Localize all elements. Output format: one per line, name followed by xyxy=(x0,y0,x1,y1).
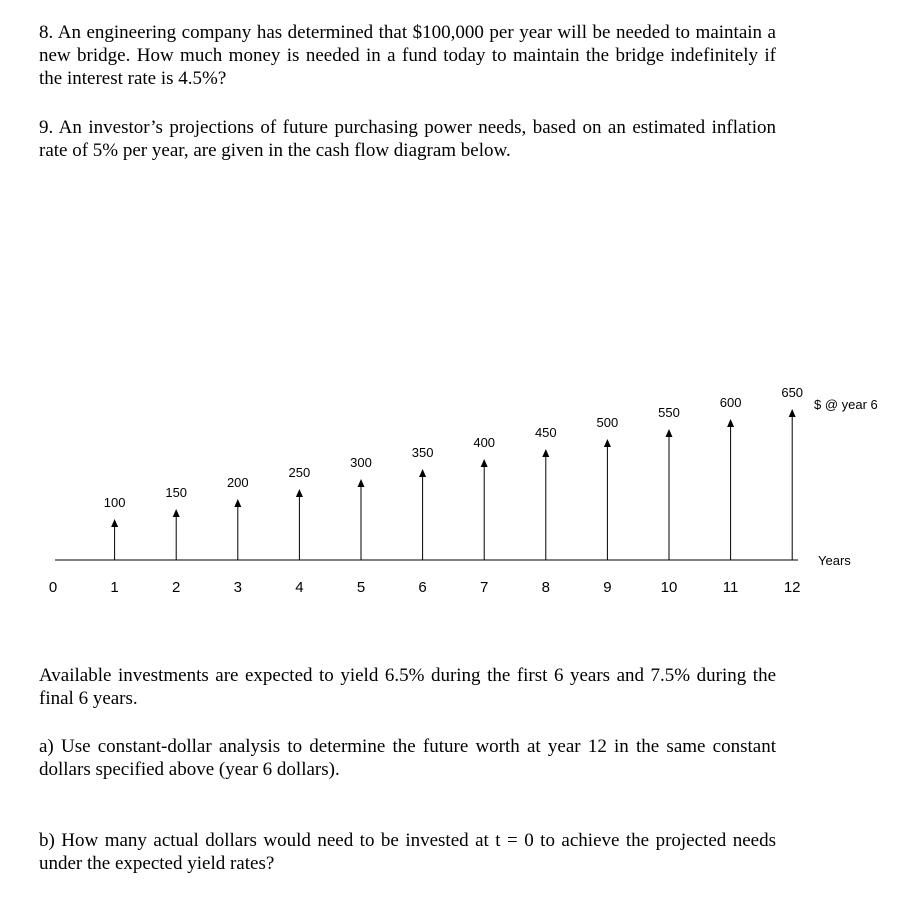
part-b-text: b) How many actual dollars would need to be invested at t = 0 to achieve the projected needs under the expected yield rates? xyxy=(39,830,776,874)
amount-label-11: 600 xyxy=(719,395,742,410)
cash-flow-diagram xyxy=(0,330,910,610)
arrow-head-12 xyxy=(789,409,796,417)
amount-label-3: 200 xyxy=(226,475,249,490)
arrow-head-9 xyxy=(604,439,611,447)
arrow-head-8 xyxy=(542,449,549,457)
year-tick-0: 0 xyxy=(48,579,58,596)
arrow-head-2 xyxy=(173,509,180,517)
investments-text: Available investments are expected to yield 6.5% during the first 6 years and 7.5% during the final 6 years. xyxy=(39,665,776,709)
year-tick-9: 9 xyxy=(603,579,612,596)
year-tick-5: 5 xyxy=(356,579,366,596)
arrow-head-10 xyxy=(666,429,673,437)
arrow-head-11 xyxy=(727,419,734,427)
arrow-head-4 xyxy=(296,489,303,497)
arrow-head-3 xyxy=(234,499,241,507)
amount-label-4: 250 xyxy=(288,465,311,480)
amount-label-9: 500 xyxy=(596,415,619,430)
year-tick-1: 1 xyxy=(110,579,119,596)
year-tick-2: 2 xyxy=(172,579,181,596)
amount-label-2: 150 xyxy=(165,485,188,500)
amount-label-10: 550 xyxy=(658,405,680,420)
year-tick-11: 11 xyxy=(722,579,739,596)
year-tick-7: 7 xyxy=(480,579,489,596)
arrow-head-6 xyxy=(419,469,426,477)
part-a-text: a) Use constant-dollar analysis to determine the future worth at year 12 in the same constant dollars specified above (year 6 dollars). xyxy=(39,736,776,780)
amount-label-12: 650 xyxy=(781,385,804,400)
year-tick-10: 10 xyxy=(660,579,678,596)
problem-9-text: 9. An investor’s projections of future purchasing power needs, based on an estimated inflation rate of 5% per year, are given in the cash flow diagram below. xyxy=(39,117,776,161)
arrow-head-7 xyxy=(481,459,488,467)
amount-label-7: 400 xyxy=(473,435,496,450)
x-axis-label: Years xyxy=(818,553,851,568)
amount-label-6: 350 xyxy=(411,445,434,460)
arrow-head-5 xyxy=(358,479,365,487)
amount-label-8: 450 xyxy=(534,425,557,440)
y-axis-label: $ @ year 6 xyxy=(814,397,878,412)
year-tick-3: 3 xyxy=(233,579,242,596)
year-tick-6: 6 xyxy=(418,579,427,596)
year-tick-12: 12 xyxy=(783,579,801,596)
problem-8-text: 8. An engineering company has determined that $100,000 per year will be needed to maintain a new bridge. How much money is needed in a fund today to maintain the bridge indefinitely if the interest rate is 4.5%? xyxy=(39,22,776,89)
amount-label-1: 100 xyxy=(103,495,126,510)
year-tick-4: 4 xyxy=(295,579,304,596)
arrow-head-1 xyxy=(111,519,118,527)
amount-label-5: 300 xyxy=(350,455,372,470)
year-tick-8: 8 xyxy=(541,579,550,596)
